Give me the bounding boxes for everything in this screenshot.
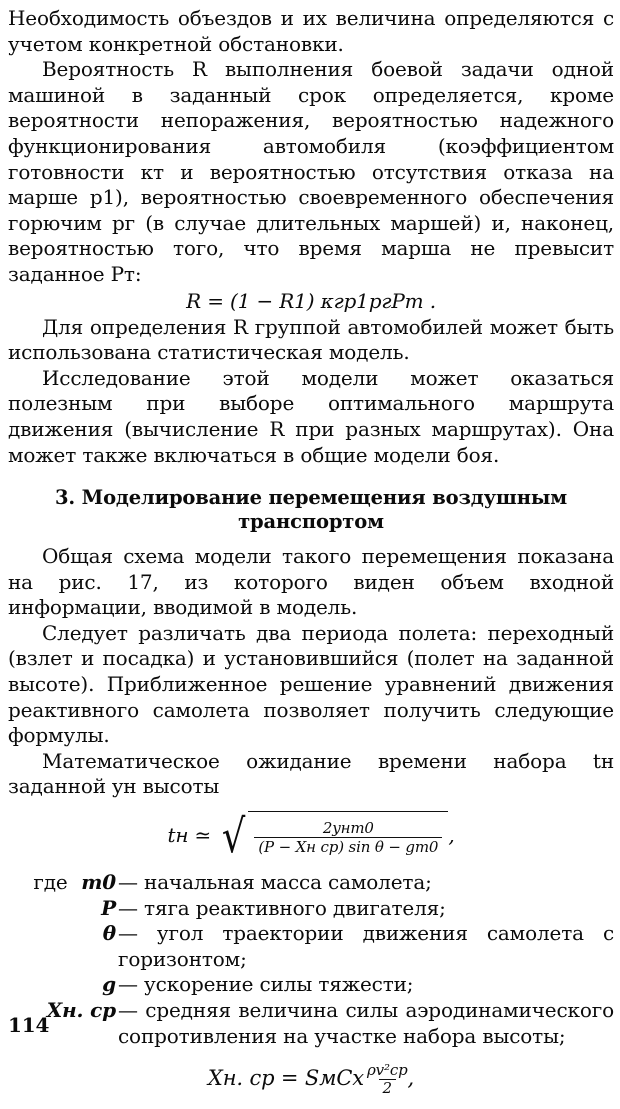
definition-symbol: P	[101, 895, 116, 920]
formula-drag-denominator: 2	[379, 1079, 396, 1097]
formula-drag-numerator: ρv²ср	[366, 1060, 408, 1079]
definition-text: — угол траектории движения самолета с горизонтом;	[118, 921, 614, 971]
formula-climb-time-lhs: tн ≃	[167, 823, 212, 848]
section-heading-line2: транспортом	[238, 510, 384, 534]
paragraph-flight-periods: Следует различать два периода полета: переходный (взлет и посадка) и установившийся (полет на заданной высоте). Приближенное решение уравнений движения реактивного самолета позволяет получить следующие формулы.	[8, 620, 614, 748]
page-number: 114	[8, 1013, 50, 1037]
formula-denominator: (P − Xн ср) sin θ − gm0	[254, 837, 442, 856]
definition-symbol: Xн. ср	[46, 998, 116, 1022]
paragraph-probability-R: Вероятность R выполнения боевой задачи одной машиной в заданный срок определяется, кроме вероятности непоражения, вероятностью надежного функционирования автомобиля (коэффициентом готовности κт и вероятностью отсутствия отказа на марше p1), вероятностью своевременного обеспечения горючим pг (в случае длительных маршей) и, наконец, вероятностью того, что время марша не превысит заданное Pт:	[8, 57, 614, 286]
definition-row	[8, 998, 614, 1049]
definition-symbol: где m0	[33, 870, 116, 895]
paragraph-detours: Необходимость объездов и их величина определяются с учетом конкретной обстановки.	[8, 6, 614, 56]
sqrt-symbol: √	[222, 809, 246, 864]
definitions-list	[8, 870, 614, 1049]
formula-climb-time-tail: ,	[448, 823, 455, 848]
formula-drag-tail: ,	[407, 1066, 415, 1091]
section-heading	[8, 486, 614, 534]
formula-climb-time	[8, 804, 614, 868]
definition-row	[8, 896, 614, 922]
paragraph-group-model: Для определения R группой автомобилей может быть использована статистическая модель.	[8, 314, 614, 365]
definition-row	[8, 972, 614, 998]
paragraph-model-research: Исследование этой модели может оказаться полезным при выборе оптимального маршрута движения (вычисление R при разных маршрутах). Она может также включаться в общие модели боя.	[8, 365, 614, 467]
definition-row	[8, 921, 614, 972]
formula-radicand	[248, 811, 448, 856]
paragraph-expected-time: Математическое ожидание времени набора tн заданной yн высоты	[8, 748, 614, 799]
formula-R: R = (1 − R1) κгp1pгPт .	[186, 288, 436, 313]
paragraph-general-scheme: Общая схема модели такого перемещения показана на рис. 17, из которого виден объем входной информации, вводимой в модель.	[8, 544, 614, 620]
definition-text: — средняя величина силы аэродинамического сопротивления на участке набора высоты;	[118, 998, 614, 1048]
definition-text: — тяга реактивного двигателя;	[118, 895, 446, 920]
formula-drag-fraction	[367, 1062, 408, 1097]
formula-numerator: 2yнm0	[322, 818, 374, 837]
formula-drag-force	[8, 1049, 614, 1109]
definition-symbol: g	[102, 972, 116, 997]
definition-row	[8, 870, 614, 896]
section-heading-line1: 3. Моделирование перемещения воздушным	[54, 486, 568, 510]
definition-text: — ускорение силы тяжести;	[118, 972, 414, 997]
definition-symbol: θ	[102, 921, 116, 946]
formula-fraction	[254, 819, 442, 856]
definition-where: где	[33, 870, 68, 895]
formula-drag-lhs: Xн. ср = SмCx	[207, 1066, 364, 1091]
definition-text: — начальная масса самолета;	[118, 870, 432, 895]
